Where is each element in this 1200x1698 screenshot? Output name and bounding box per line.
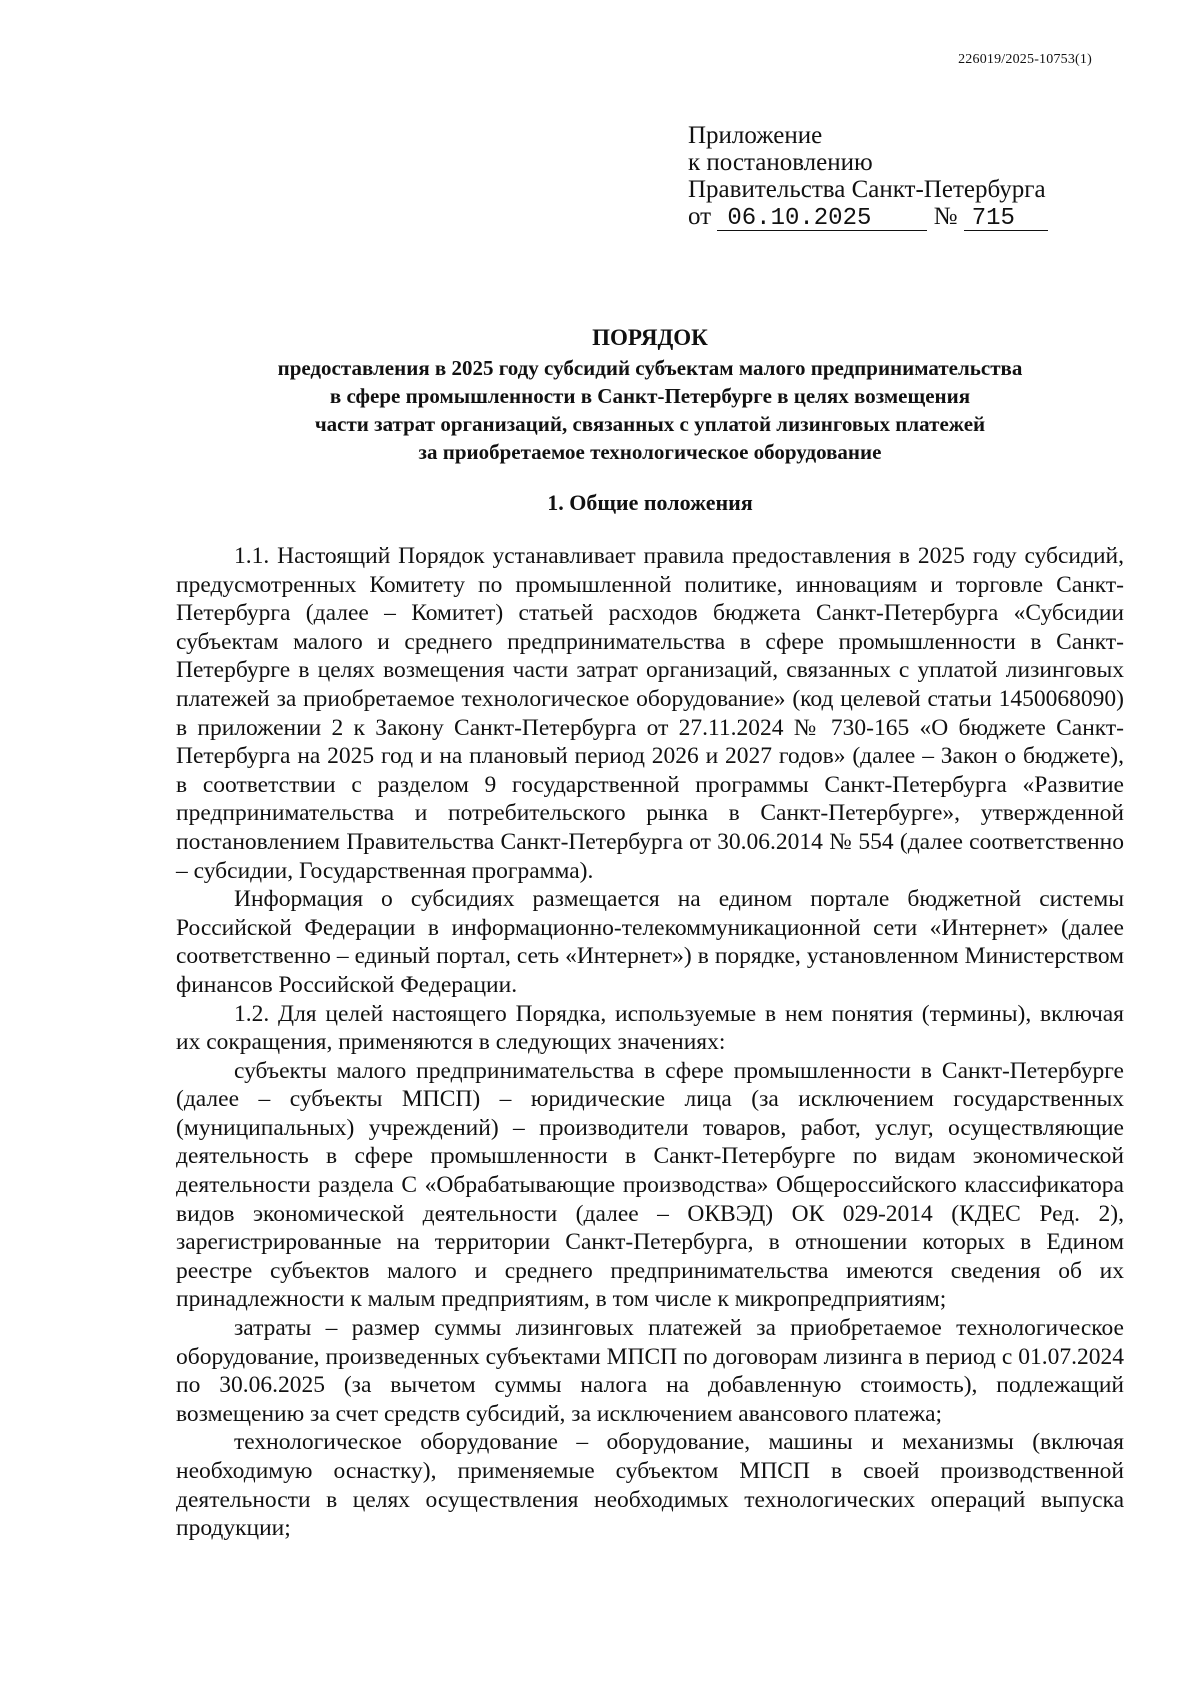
document-body bbox=[176, 542, 1124, 1543]
title-line-2: в сфере промышленности в Санкт-Петербурге в целях возмещения bbox=[329, 384, 971, 408]
title-line-1: предоставления в 2025 году субсидий субъектам малого предпринимательства bbox=[277, 356, 1023, 380]
paragraph-info: Информация о субсидиях размещается на едином портале бюджетной системы Российской Федерации в информационно-телекоммуникационной сети «Интернет» (далее соответственно – единый портал, сеть «Интернет») в порядке, установленном Министерством финансов Российской Федерации. bbox=[176, 886, 1124, 998]
paragraph-1-1: 1.1. Настоящий Порядок устанавливает правила предоставления в 2025 году субсидий, предусмотренных Комитету по промышленной политике, инновациям и торговле Санкт-Петербурга (далее – Комитет) статьей расходов бюджета Санкт-Петербурга «Субсидии субъектам малого и среднего предпринимательства в сфере промышленности в Санкт-Петербурге в целях возмещения части затрат организаций, связанных с уплатой лизинговых платежей за приобретаемое технологическое оборудование» (код целевой статьи 1450068090) в приложении 2 к Закону Санкт-Петербурга от 27.11.2024 № 730-165 «О бюджете Санкт-Петербурга на 2025 год и на плановый период 2026 и 2027 годов» (далее – Закон о бюджете), в соответствии с разделом 9 государственной программы Санкт-Петербурга «Развитие предпринимательства и потребительского рынка в Санкт-Петербурге», утвержденной постановлением Правительства Санкт-Петербурга от 30.06.2014 № 554 (далее соответственно – субсидии, Государственная программа). bbox=[176, 543, 1124, 884]
appendix-line-3: Правительства Санкт-Петербурга bbox=[688, 176, 1046, 203]
title-main: ПОРЯДОК bbox=[592, 325, 708, 350]
paragraph-1-2: 1.2. Для целей настоящего Порядка, используемые в нем понятия (термины), включая их сокращения, применяются в следующих значениях: bbox=[176, 1000, 1124, 1056]
title-line-4: за приобретаемое технологическое оборудование bbox=[418, 440, 882, 464]
paragraph-definition-equipment: технологическое оборудование – оборудование, машины и механизмы (включая необходимую оснастку), применяемые субъектом МПСП в своей производственной деятельности в целях осуществления необходимых технологических операций выпуска продукции; bbox=[176, 1429, 1124, 1542]
paragraph-definition-costs: затраты – размер суммы лизинговых платежей за приобретаемое технологическое оборудование, произведенных субъектами МПСП по договорам лизинга в период с 01.07.2024 по 30.06.2025 (за вычетом суммы налога на добавленную стоимость), подлежащий возмещению за счет средств субсидий, за исключением авансового платежа; bbox=[176, 1315, 1124, 1427]
appendix-block bbox=[688, 122, 1048, 231]
title-line-3: части затрат организаций, связанных с уплатой лизинговых платежей bbox=[314, 412, 986, 436]
resolution-number: 715 bbox=[964, 208, 1048, 231]
appendix-line-2: к постановлению bbox=[688, 149, 873, 176]
date-prefix: от bbox=[688, 203, 712, 230]
paragraph-definition-subjects: субъекты малого предпринимательства в сфере промышленности в Санкт-Петербурге (далее – субъекты МПСП) – юридические лица (за исключением государственных (муниципальных) учреждений) – производители товаров, работ, услуг, осуществляющие деятельность в сфере промышленности в Санкт-Петербурге по видам экономической деятельности раздела С «Обрабатывающие производства» Общероссийского классификатора видов экономической деятельности (далее – ОКВЭД) ОК 029-2014 (КДЕС Ред. 2), зарегистрированные на территории Санкт-Петербурга, в отношении которых в Едином реестре субъектов малого и среднего предпринимательства имеются сведения об их принадлежности к малым предприятиям, в том числе к микропредприятиям; bbox=[176, 1057, 1124, 1313]
appendix-line-1: Приложение bbox=[688, 122, 823, 149]
resolution-date: 06.10.2025 bbox=[717, 208, 927, 231]
document-title bbox=[176, 322, 1124, 466]
section-heading: 1. Общие положения bbox=[547, 490, 753, 515]
appendix-date-line bbox=[688, 203, 1048, 231]
number-sign: № bbox=[933, 203, 958, 230]
document-registration-number: 226019/2025-10753(1) bbox=[958, 52, 1092, 67]
